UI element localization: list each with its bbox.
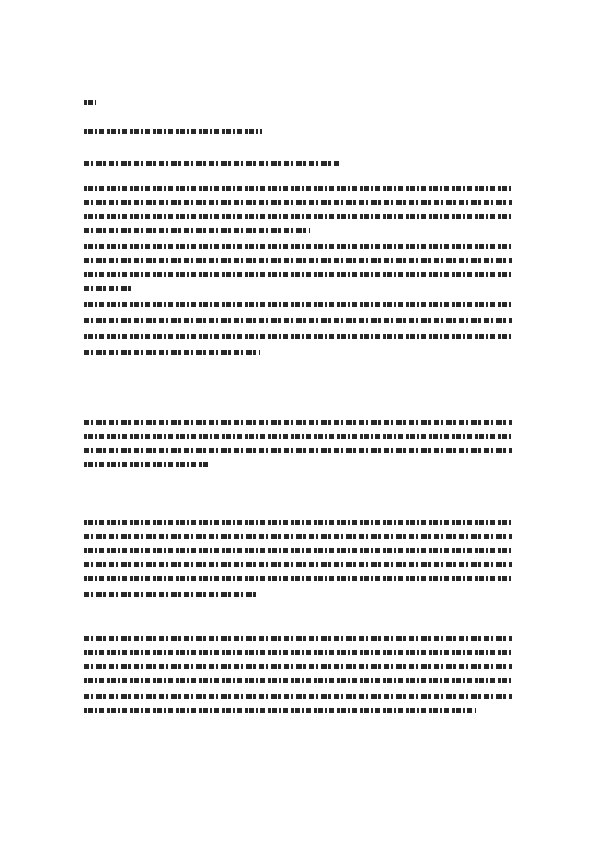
- header-mark: [84, 99, 104, 107]
- document-subtitle: [84, 160, 512, 168]
- paragraph: [84, 418, 512, 488]
- document-title: [84, 128, 512, 136]
- paragraph: [84, 184, 512, 384]
- paragraph: [84, 634, 512, 744]
- paragraph: [84, 518, 512, 618]
